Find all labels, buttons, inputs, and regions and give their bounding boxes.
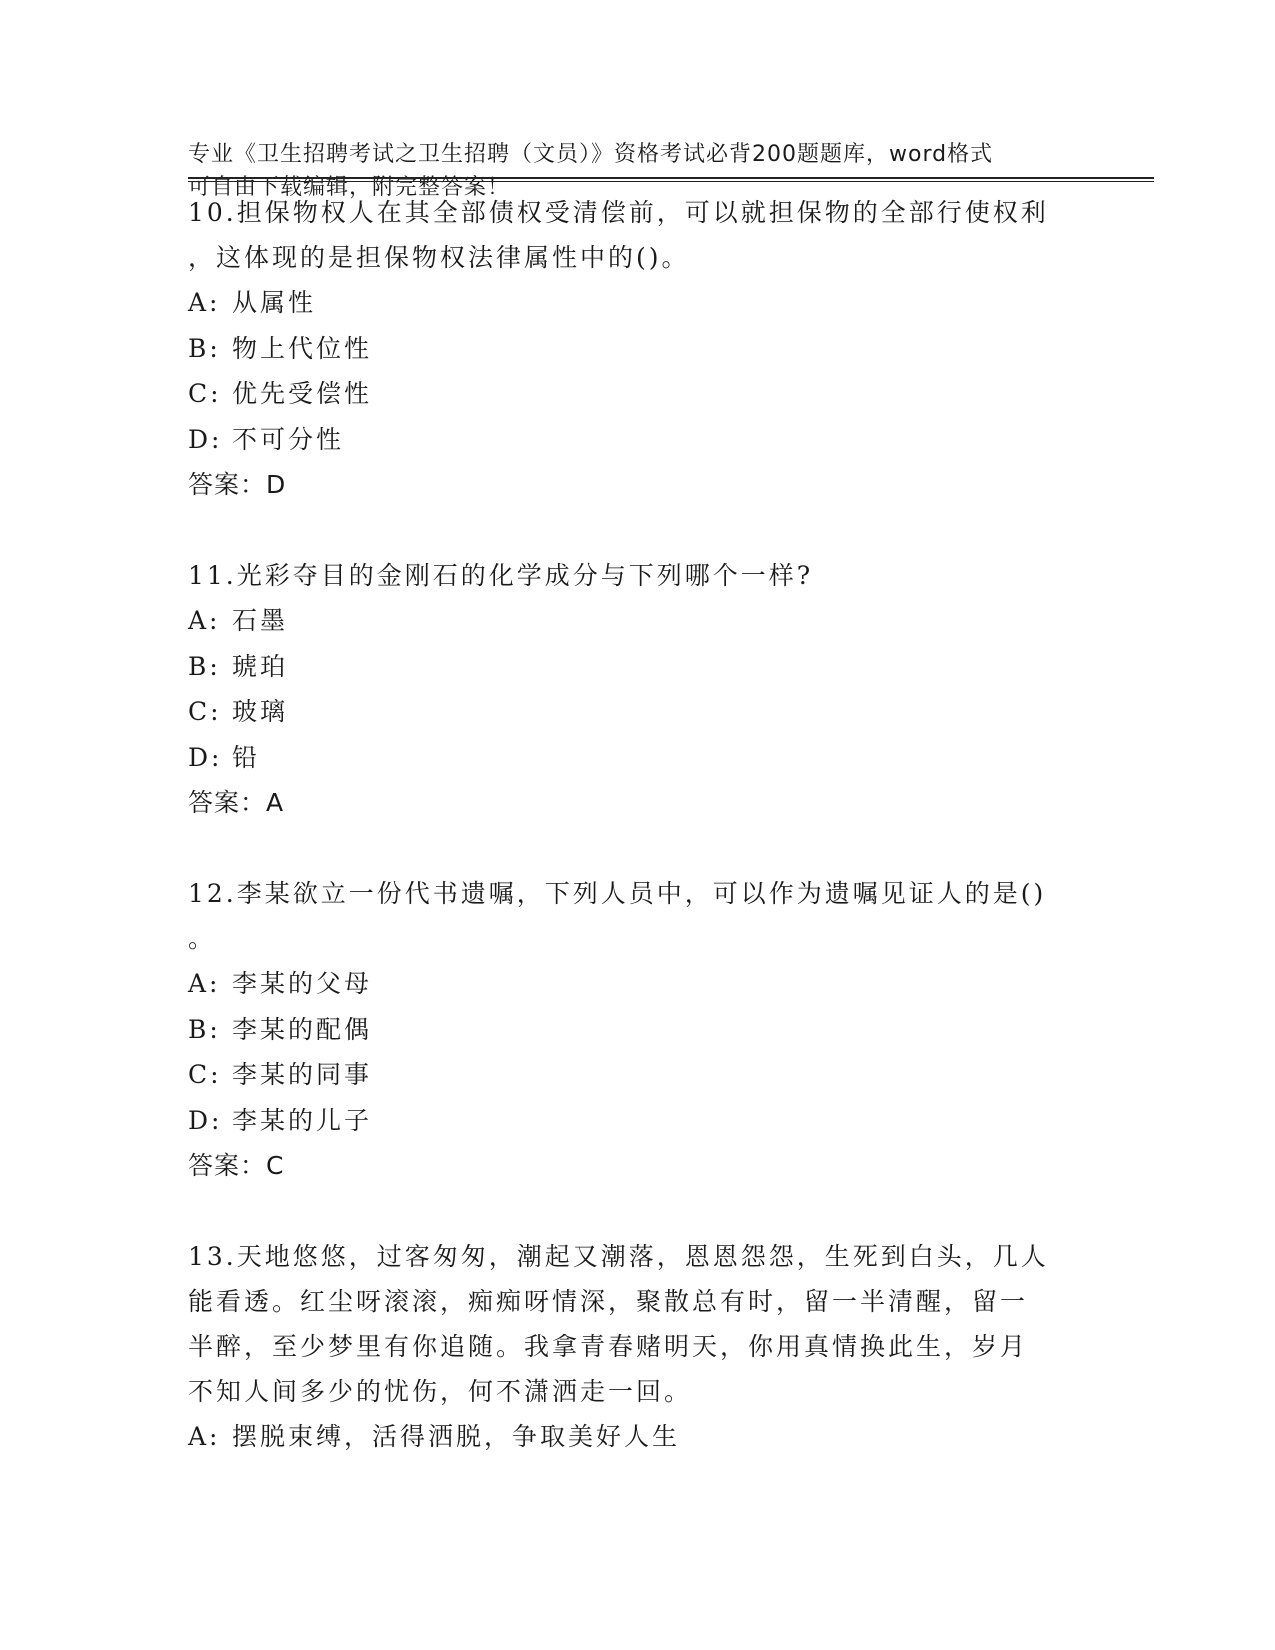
option-key: D: [188, 742, 223, 772]
question-12 [188, 871, 1088, 1188]
option-text: 从属性 [232, 288, 317, 317]
option-key: B: [188, 651, 221, 681]
option-text: 石墨 [232, 606, 289, 635]
option-c [188, 689, 1088, 735]
header-text: 专业《卫生招聘考试之卫生招聘（文员）》资格考试必背200题题库，word格式 可自由下载编辑，附完整答案！ [188, 142, 994, 200]
question-13 [188, 1234, 1088, 1460]
option-key: A: [188, 606, 221, 635]
option-text: 李某的儿子 [232, 1105, 373, 1135]
option-text: 铅 [232, 742, 261, 772]
option-key: C: [188, 379, 222, 408]
option-key: A: [188, 1422, 221, 1451]
question-text: 12.李某欲立一份代书遗嘱，下列人员中，可以作为遗嘱见证人的是() 。 [188, 879, 1047, 953]
option-c [188, 371, 1088, 417]
option-key: D: [188, 1105, 223, 1135]
option-text: 不可分性 [232, 424, 345, 454]
option-d [188, 735, 1088, 781]
option-key: A: [188, 969, 221, 998]
answer-line: 答案：D [188, 470, 287, 499]
option-key: D: [188, 424, 223, 454]
option-text: 优先受偿性 [232, 379, 373, 408]
option-a [188, 598, 1088, 644]
option-a [188, 961, 1088, 1007]
option-key: B: [188, 1014, 221, 1044]
option-d [188, 1098, 1088, 1144]
question-text: 10.担保物权人在其全部债权受清偿前，可以就担保物的全部行使权利 ，这体现的是担保物权法律属性中的()。 [188, 198, 1049, 272]
answer-line: 答案：A [188, 788, 285, 817]
option-b [188, 644, 1088, 690]
option-text: 李某的父母 [232, 969, 373, 998]
option-key: A: [188, 288, 221, 317]
option-text: 李某的同事 [232, 1060, 373, 1089]
option-text: 李某的配偶 [232, 1014, 373, 1044]
answer-line: 答案：C [188, 1151, 285, 1180]
option-text: 物上代位性 [232, 333, 373, 363]
option-c [188, 1052, 1088, 1098]
question-list [188, 190, 1088, 1506]
question-10 [188, 190, 1088, 507]
option-a [188, 1414, 1088, 1460]
question-text: 13.天地悠悠，过客匆匆，潮起又潮落，恩恩怨怨，生死到白头，几人 能看透。红尘呀滚滚，痴痴呀情深，聚散总有时，留一半清醒，留一 半醉，至少梦里有你追随。我拿青春赌明天，你用真情换此生，岁月 不知人间多少的忧伤，何不潇洒走一回。 [188, 1242, 1049, 1406]
option-text: 琥珀 [232, 651, 289, 681]
option-key: C: [188, 1060, 222, 1089]
option-key: C: [188, 697, 222, 726]
option-key: B: [188, 333, 221, 363]
option-b [188, 326, 1088, 372]
option-text: 玻璃 [232, 697, 289, 726]
option-d [188, 417, 1088, 463]
question-11 [188, 553, 1088, 825]
header-divider [188, 177, 1154, 182]
option-text: 摆脱束缚，活得洒脱，争取美好人生 [232, 1422, 681, 1451]
option-a [188, 280, 1088, 326]
option-b [188, 1007, 1088, 1053]
question-text: 11.光彩夺目的金刚石的化学成分与下列哪个一样? [188, 561, 814, 590]
